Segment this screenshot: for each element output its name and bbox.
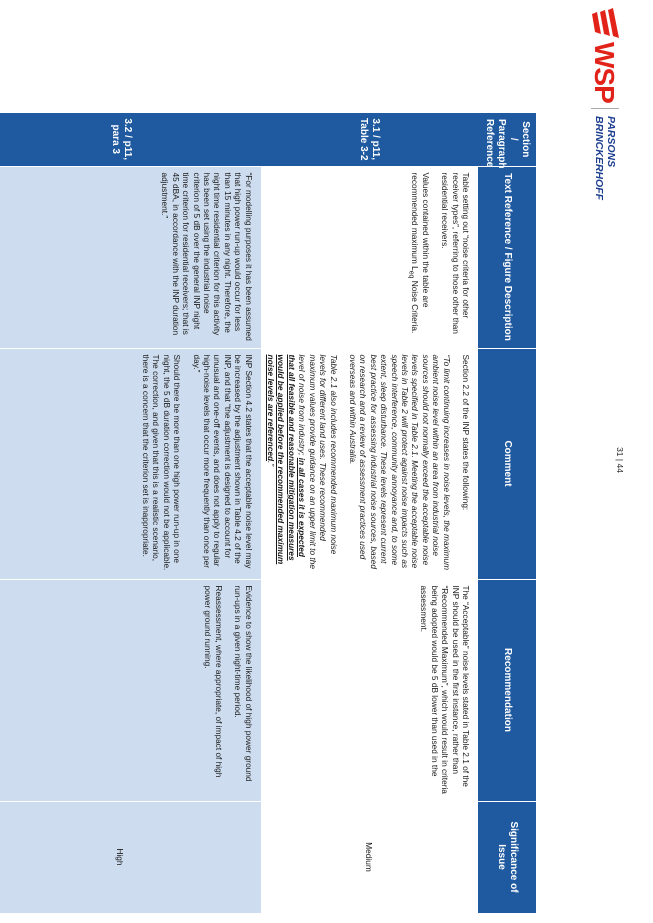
comment-paragraph: Section 2.2 of the INP states the following: <box>461 354 471 511</box>
cell-comment <box>0 348 261 579</box>
header-comment: Comment <box>478 348 536 579</box>
cell-recommendation <box>261 579 478 801</box>
table-header-row <box>478 113 536 913</box>
cell-reference: 3.1 / p11, Table 3-2 <box>261 113 478 166</box>
quote-fragment: Table 2.1 also includes recommended maximum noise levels for different land uses. These recommended maximum values provide guidance on an upper limit to the level of noise from industry; <box>297 354 339 569</box>
text-paragraph: Table setting out “noise criteria for other receiver types”, referring to those other than residential receivers. <box>440 172 471 334</box>
logo-subtitle-line2: BRINCKERHOFF <box>593 116 605 200</box>
header-significance: Significance of Issue <box>478 801 536 913</box>
comment-paragraph: INP Section 4.2 states that the acceptable noise level may be increased by the adjustment shown in Table 4.2 of the INP, and that “the adjustment is designed to account for unusual and one-off events, and does not apply to regular high-noise levels that occur more frequently than once per day.” <box>191 354 254 569</box>
logo-subtitle <box>593 116 617 200</box>
cell-recommendation <box>0 579 261 801</box>
header-recommendation: Recommendation <box>478 579 536 801</box>
quote-fragment: .” <box>266 461 277 467</box>
emphasized-quote: in all cases it is expected that all feasible and reasonable mitigation measures would be applied before the recommended maximum noise levels are referenced <box>266 354 308 565</box>
quote-paragraph: “To limit continuing increases in noise levels, the maximum ambient noise level within an area from industrial noise sources should not normally exceed the acceptable noise levels specified in Table 2.1. Meeting the acceptable noise levels in Table 2 will protect against noise impacts such as speech interference, community annoyance and, to some extent, sleep disturbance. These levels represent current best practice for assessing industrial noise sources, based on research and a review of assessment practices used overseas and within Australia. <box>347 354 452 571</box>
table-row <box>0 113 261 913</box>
header-reference: Section / Paragraph Reference <box>478 113 536 166</box>
subscript: eq <box>407 270 415 279</box>
text-paragraph <box>405 173 430 342</box>
table-row <box>261 113 478 913</box>
cell-text-reference <box>261 166 478 348</box>
wsp-swoosh-icon <box>591 6 621 42</box>
quote-paragraph <box>266 355 339 573</box>
company-logo <box>585 6 625 216</box>
cell-reference: 3.2 / p11, para 3 <box>0 113 261 166</box>
recommendation-paragraph: Reassessment, where appropriate, of impact of high power ground running. <box>203 585 224 778</box>
page-number: 31 | 44 <box>615 447 625 473</box>
cell-significance: High <box>0 801 261 913</box>
text-fragment: Values contained within the table are recommended maximum L <box>410 172 431 308</box>
logo-divider <box>591 108 619 109</box>
review-table <box>0 113 536 914</box>
text-fragment: Noise Criteria. <box>410 278 421 334</box>
recommendation-paragraph: Evidence to show the likelihood of high power ground run-ups in a given night-time period. <box>233 585 254 782</box>
cell-comment <box>261 348 478 579</box>
cell-significance: Medium <box>261 801 478 913</box>
header-text-reference: Text Reference / Figure Description <box>478 166 536 348</box>
comment-paragraph: Should there be more than one high power run-up in one night, the 5 dB duration correction would not be applicable. The correction, and given that this is a realistic scenario, there is a concern that the criterion set is inappropriate. <box>141 354 183 571</box>
recommendation-paragraph: The “Acceptable” noise levels stated in Table 2.1 of the INP should be used in the first instance, rather than “Recommended Maximum”, which would result in criteria being adopted would be 5 dB lower than used in the assessment. <box>419 585 471 794</box>
cell-text-reference <box>0 166 261 348</box>
logo-subtitle-line1: PARSONS <box>605 116 617 168</box>
logo-wordmark: WSP <box>589 42 620 103</box>
quote-paragraph: “For modelling purposes it has been assumed that high power run-up would occur for less than 15 minutes in any night. Therefore, the night time residential criterion for this activity has been set using the industrial noise criterion of 5 dB over the general INP night time criterion for residential receivers; that is 45 dBA, in accordance with the INP duration adjustment.” <box>160 172 254 341</box>
